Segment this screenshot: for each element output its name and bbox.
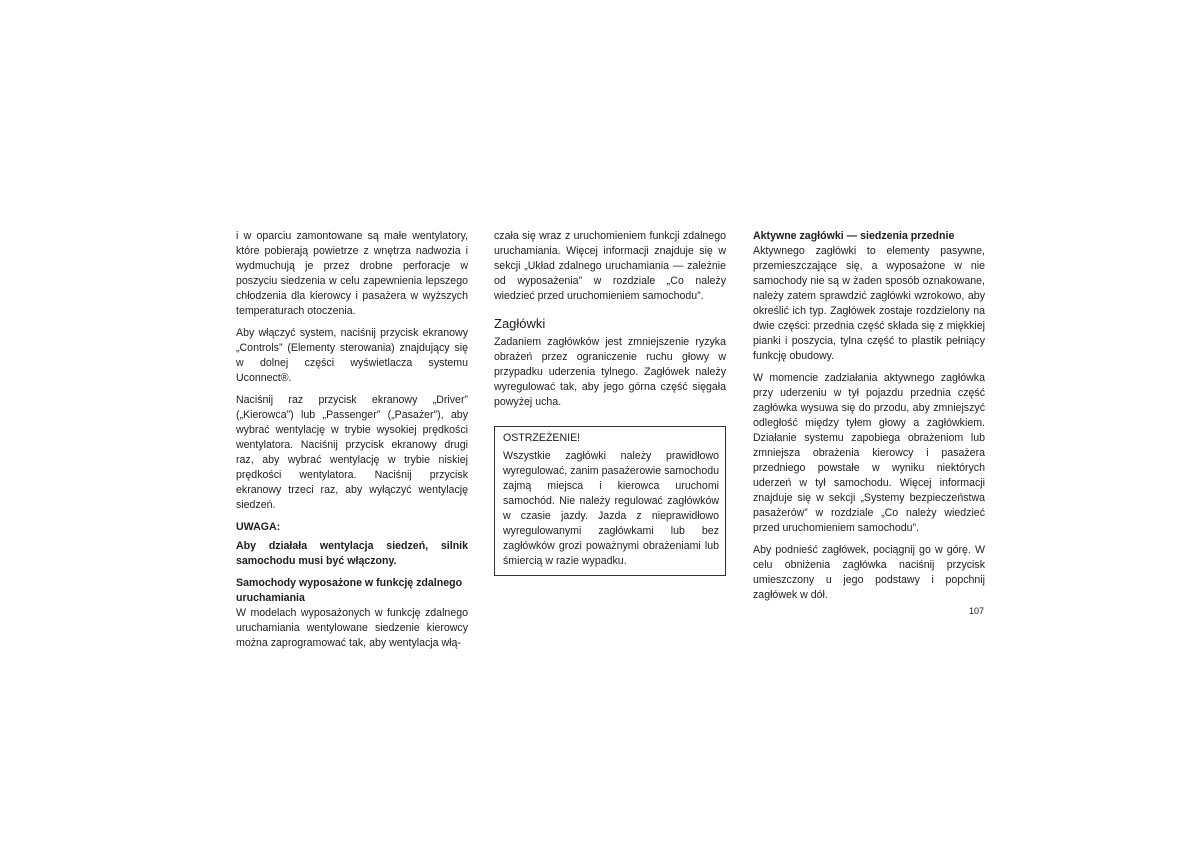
note-label: UWAGA: — [236, 521, 281, 533]
paragraph-adjust: Aby podnieść zagłówek, pociągnij go w górę. W celu obniżenia zagłówka naciśnij przycisk umieszczony u jego podstawy i popchnij zagłówek w dół. — [753, 544, 985, 601]
subheading-active-head-restraints: Aktywne zagłówki — siedzenia przednie — [753, 230, 955, 242]
page-number: 107 — [969, 606, 985, 616]
paragraph-remote-start: W modelach wyposażonych w funkcję zdalnego uruchamiania wentylowane siedzenie kierowcy można zaprogramować tak, aby wentylacja włą- — [236, 607, 468, 649]
paragraph-ventilators: i w oparciu zamontowane są małe wentylatory, które pobierają powietrze z wnętrza nadwozia i wydmuchują je przez drobne perforacje w poszyciu siedzenia w celu zapewnienia lepszego chłodzenia dla kierowcy i pasażera w wyższych temperaturach otoczenia. — [236, 230, 468, 317]
warning-box — [494, 426, 726, 576]
text-column-left — [236, 229, 468, 658]
paragraph-active-head-restraints: Aktywnego zagłówki to elementy pasywne, przemieszczające się, a wyposażone w nie samochody nie są w żaden sposób oznakowane, należy zatem sprawdzić zagłówki wzrokowo, aby określić ich typ. Zagłówek zostaje rozdzielony na dwie części: przednia część składa się z miękkiej pianki i poszycia, tylna część to plastik pełniący funkcję obudowy. — [753, 245, 985, 362]
text-column-right — [753, 229, 985, 610]
note-text: Aby działała wentylacja siedzeń, silnik samochodu musi być włączony. — [236, 540, 468, 567]
paragraph-enable-system: Aby włączyć system, naciśnij przycisk ekranowy „Controls” (Elementy sterowania) znajdujący się w dolnej części wyświetlacza systemu Uconnect®. — [236, 327, 468, 384]
warning-title: OSTRZEŻENIE! — [503, 432, 581, 444]
text-column-middle — [494, 229, 726, 576]
paragraph-remote-start-continued: czała się wraz z uruchomieniem funkcji zdalnego uruchamiania. Więcej informacji znajduje się w sekcji „Układ zdalnego uruchamiania — zależnie od wyposażenia” w rozdziale „Co należy wiedzieć przed uruchomieniem samochodu”. — [494, 230, 726, 302]
paragraph-head-restraints: Zadaniem zagłówków jest zmniejszenie ryzyka obrażeń przez ograniczenie ruchu głowy w przypadku uderzenia tylnego. Zagłówek należy wyregulować tak, aby jego górna część sięgała powyżej ucha. — [494, 336, 726, 408]
warning-text: Wszystkie zagłówki należy prawidłowo wyregulować, zanim pasażerowie samochodu zajmą miejsca i kierowca uruchomi samochód. Nie należy regulować zagłówków w czasie jazdy. Jazda z nieprawidłowo wyregulowanymi zagłówkami lub bez zagłówków grozi poważnymi obrażeniami lub śmiercią w razie wypadku. — [503, 450, 719, 567]
subheading-remote-start: Samochody wyposażone w funkcję zdalnego uruchamiania — [236, 577, 463, 604]
section-heading-head-restraints: Zagłówki — [494, 316, 546, 331]
paragraph-driver-passenger: Naciśnij raz przycisk ekranowy „Driver” („Kierowca”) lub „Passenger” („Pasażer”), aby wybrać wentylację w trybie wysokiej prędkości wentylatora. Naciśnij przycisk ekranowy drugi raz, aby wybrać wentylację w trybie niskiej prędkości wentylatora. Naciśnij przycisk ekranowy trzeci raz, aby wyłączyć wentylację siedzeń. — [236, 394, 468, 511]
paragraph-activation: W momencie zadziałania aktywnego zagłówka przy uderzeniu w tył pojazdu przednia część zagłówka wysuwa się do przodu, aby zmniejszyć odległość między tyłem głowy a zagłówkiem. Działanie systemu zapobiega obrażeniom lub zmniejsza obrażenia kierowcy i pasażera przedniego powstałe w wyniku niektórych uderzeń w tył samochodu. Więcej informacji znajduje się w sekcji „Systemy bezpieczeństwa pasażerów” w rozdziale „Co należy wiedzieć przed uruchomieniem samochodu”. — [753, 372, 985, 534]
